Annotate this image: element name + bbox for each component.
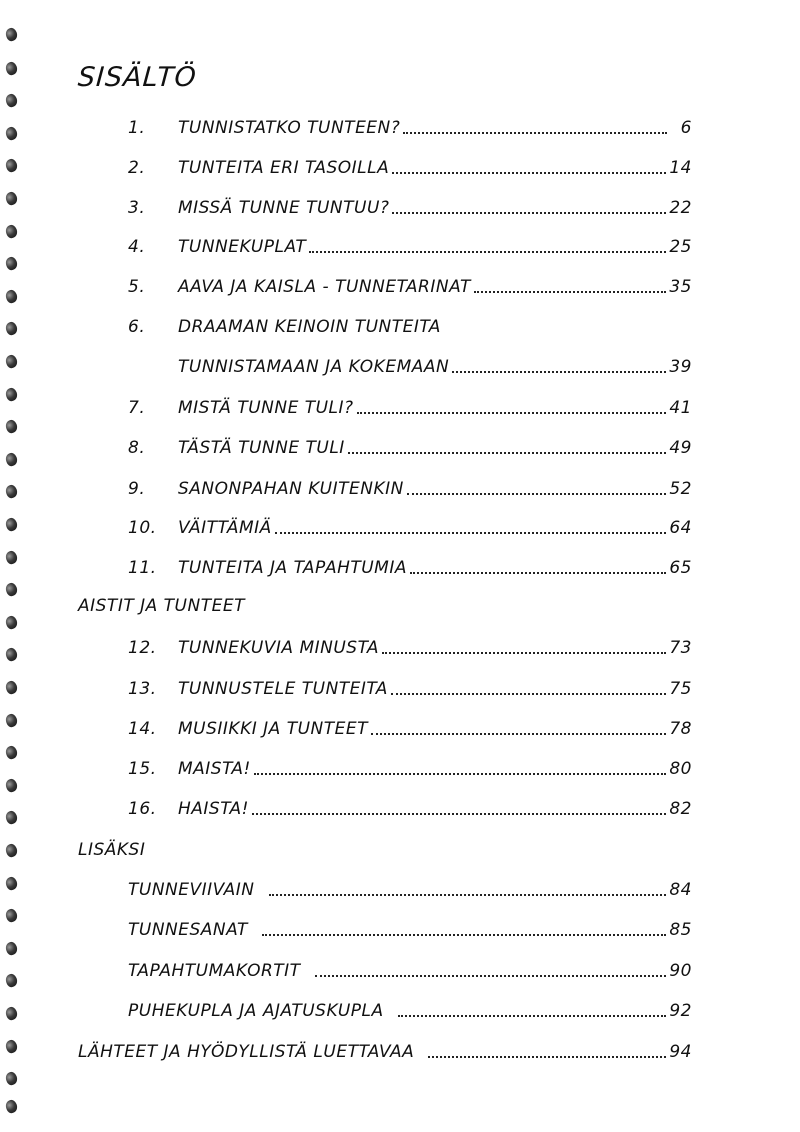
toc-label: AAVA JA KAISLA - TUNNETARINAT bbox=[178, 277, 471, 297]
binding-ring-icon bbox=[4, 876, 18, 892]
binding-ring-icon bbox=[4, 61, 18, 77]
toc-leader bbox=[254, 773, 666, 775]
toc-entry[interactable] bbox=[128, 396, 692, 420]
toc-number: 15. bbox=[128, 759, 157, 779]
toc-label: TÄSTÄ TUNNE TULI bbox=[178, 438, 345, 458]
toc-leader bbox=[269, 894, 667, 896]
toc-leader bbox=[392, 212, 666, 214]
toc-label-continued: TUNNISTAMAAN JA KOKEMAAN bbox=[178, 357, 450, 377]
toc-label: TUNNISTATKO TUNTEEN? bbox=[178, 118, 401, 138]
toc-label: TUNNEVIIVAIN bbox=[128, 880, 255, 900]
toc-number: 10. bbox=[128, 518, 157, 538]
toc-page-number: 80 bbox=[669, 759, 692, 779]
toc-label: VÄITTÄMIÄ bbox=[178, 518, 272, 538]
toc-leader bbox=[398, 1015, 667, 1017]
toc-entry[interactable] bbox=[128, 516, 692, 540]
binding-ring-icon bbox=[4, 810, 18, 826]
toc-entry[interactable] bbox=[128, 477, 692, 501]
toc-number: 4. bbox=[128, 237, 146, 257]
toc-label: TUNNEKUVIA MINUSTA bbox=[178, 638, 380, 658]
toc-page-number: 90 bbox=[669, 961, 692, 981]
toc-page-number: 49 bbox=[669, 438, 692, 458]
toc-leader bbox=[262, 934, 666, 936]
toc-page-number: 94 bbox=[669, 1042, 692, 1062]
toc-entry-continued[interactable] bbox=[178, 355, 692, 379]
binding-ring-icon bbox=[4, 550, 18, 566]
toc-leader bbox=[391, 693, 666, 695]
toc-label: SANONPAHAN KUITENKIN bbox=[178, 479, 404, 499]
toc-number: 16. bbox=[128, 799, 157, 819]
toc-page-number: 35 bbox=[669, 277, 692, 297]
toc-page-number: 52 bbox=[669, 479, 692, 499]
toc-entry[interactable] bbox=[128, 959, 692, 983]
toc-leader bbox=[275, 532, 667, 534]
toc-page-number: 92 bbox=[669, 1001, 692, 1021]
toc-leader bbox=[407, 493, 667, 495]
toc-number: 11. bbox=[128, 558, 157, 578]
toc-entry[interactable] bbox=[128, 556, 692, 580]
toc-number: 8. bbox=[128, 438, 146, 458]
toc-entry[interactable] bbox=[128, 677, 692, 701]
binding-ring-icon bbox=[4, 191, 18, 207]
toc-number: 14. bbox=[128, 719, 157, 739]
toc-entry[interactable] bbox=[128, 878, 692, 902]
toc-leader bbox=[348, 452, 667, 454]
binding-ring-icon bbox=[4, 419, 18, 435]
toc-label: TUNNESANAT bbox=[128, 920, 248, 940]
toc-page-number: 65 bbox=[669, 558, 692, 578]
toc-label: TUNNEKUPLAT bbox=[178, 237, 307, 257]
toc-entry[interactable] bbox=[128, 116, 692, 140]
toc-number: 13. bbox=[128, 679, 157, 699]
toc-entry[interactable] bbox=[128, 717, 692, 741]
binding-ring-icon bbox=[4, 582, 18, 598]
toc-page-number: 25 bbox=[669, 237, 692, 257]
toc-page-number: 85 bbox=[669, 920, 692, 940]
toc-entry[interactable] bbox=[128, 999, 692, 1023]
section-heading-extra: LISÄKSI bbox=[78, 840, 146, 860]
binding-ring-icon bbox=[4, 387, 18, 403]
toc-leader bbox=[410, 572, 666, 574]
toc-leader bbox=[382, 652, 666, 654]
toc-entry[interactable] bbox=[128, 436, 692, 460]
toc-leader bbox=[357, 412, 667, 414]
binding-ring-icon bbox=[4, 713, 18, 729]
binding-ring-icon bbox=[4, 1006, 18, 1022]
spiral-binding bbox=[4, 20, 22, 1120]
toc-page-number: 39 bbox=[669, 357, 692, 377]
binding-ring-icon bbox=[4, 1039, 18, 1055]
toc-entry[interactable] bbox=[128, 235, 692, 259]
toc-number: 1. bbox=[128, 118, 146, 138]
toc-label: HAISTA! bbox=[178, 799, 249, 819]
toc-label: MISSÄ TUNNE TUNTUU? bbox=[178, 198, 390, 218]
toc-label: TUNTEITA JA TAPAHTUMIA bbox=[178, 558, 407, 578]
binding-ring-icon bbox=[4, 778, 18, 794]
toc-page-number: 14 bbox=[669, 158, 692, 178]
toc-number: 2. bbox=[128, 158, 146, 178]
binding-ring-icon bbox=[4, 452, 18, 468]
binding-ring-icon bbox=[4, 680, 18, 696]
toc-number: 5. bbox=[128, 277, 146, 297]
toc-leader bbox=[474, 291, 666, 293]
toc-page-number: 84 bbox=[669, 880, 692, 900]
toc-label: TUNNUSTELE TUNTEITA bbox=[178, 679, 388, 699]
toc-label: MUSIIKKI JA TUNTEET bbox=[178, 719, 368, 739]
binding-ring-icon bbox=[4, 93, 18, 109]
toc-label: TAPAHTUMAKORTIT bbox=[128, 961, 301, 981]
toc-page-number: 6 bbox=[680, 118, 692, 138]
toc-label: TUNTEITA ERI TASOILLA bbox=[178, 158, 390, 178]
toc-label: PUHEKUPLA JA AJATUSKUPLA bbox=[128, 1001, 384, 1021]
toc-leader bbox=[403, 132, 667, 134]
toc-entry[interactable] bbox=[128, 797, 692, 821]
toc-leader bbox=[315, 975, 667, 977]
toc-entry[interactable] bbox=[128, 196, 692, 220]
toc-page-number: 73 bbox=[669, 638, 692, 658]
binding-ring-icon bbox=[4, 289, 18, 305]
toc-label: DRAAMAN KEINOIN TUNTEITA bbox=[178, 317, 441, 337]
toc-leader bbox=[452, 371, 666, 373]
binding-ring-icon bbox=[4, 27, 18, 43]
binding-ring-icon bbox=[4, 843, 18, 859]
binding-ring-icon bbox=[4, 973, 18, 989]
toc-label: MISTÄ TUNNE TULI? bbox=[178, 398, 354, 418]
toc-leader bbox=[309, 251, 666, 253]
binding-ring-icon bbox=[4, 354, 18, 370]
binding-ring-icon bbox=[4, 158, 18, 174]
toc-entry-references[interactable] bbox=[78, 1040, 692, 1064]
binding-ring-icon bbox=[4, 484, 18, 500]
toc-page-number: 41 bbox=[669, 398, 692, 418]
toc-leader bbox=[428, 1056, 666, 1058]
toc-leader bbox=[252, 813, 666, 815]
toc-entry[interactable] bbox=[128, 757, 692, 781]
binding-ring-icon bbox=[4, 1071, 18, 1087]
toc-label: LÄHTEET JA HYÖDYLLISTÄ LUETTAVAA bbox=[78, 1042, 415, 1062]
toc-number: 12. bbox=[128, 638, 157, 658]
toc-page-number: 64 bbox=[669, 518, 692, 538]
binding-ring-icon bbox=[4, 941, 18, 957]
toc-page-number: 75 bbox=[669, 679, 692, 699]
binding-ring-icon bbox=[4, 256, 18, 272]
toc-entry-first-line[interactable] bbox=[128, 315, 692, 339]
toc-page-number: 78 bbox=[669, 719, 692, 739]
toc-number: 9. bbox=[128, 479, 146, 499]
toc-page-number: 22 bbox=[669, 198, 692, 218]
toc-entry[interactable] bbox=[128, 275, 692, 299]
toc-label: MAISTA! bbox=[178, 759, 251, 779]
toc-entry[interactable] bbox=[128, 636, 692, 660]
binding-ring-icon bbox=[4, 517, 18, 533]
toc-number: 6. bbox=[128, 317, 146, 337]
toc-leader bbox=[392, 172, 666, 174]
binding-ring-icon bbox=[4, 615, 18, 631]
binding-ring-icon bbox=[4, 126, 18, 142]
binding-ring-icon bbox=[4, 647, 18, 663]
toc-page-number: 82 bbox=[669, 799, 692, 819]
binding-ring-icon bbox=[4, 224, 18, 240]
binding-ring-icon bbox=[4, 745, 18, 761]
toc-leader bbox=[371, 733, 666, 735]
page-title: SISÄLTÖ bbox=[76, 62, 198, 93]
binding-ring-icon bbox=[4, 1099, 18, 1115]
binding-ring-icon bbox=[4, 908, 18, 924]
binding-ring-icon bbox=[4, 321, 18, 337]
section-heading-senses: AISTIT JA TUNTEET bbox=[78, 596, 245, 616]
toc-entry[interactable] bbox=[128, 918, 692, 942]
toc-number: 3. bbox=[128, 198, 146, 218]
toc-number: 7. bbox=[128, 398, 146, 418]
toc-entry[interactable] bbox=[128, 156, 692, 180]
